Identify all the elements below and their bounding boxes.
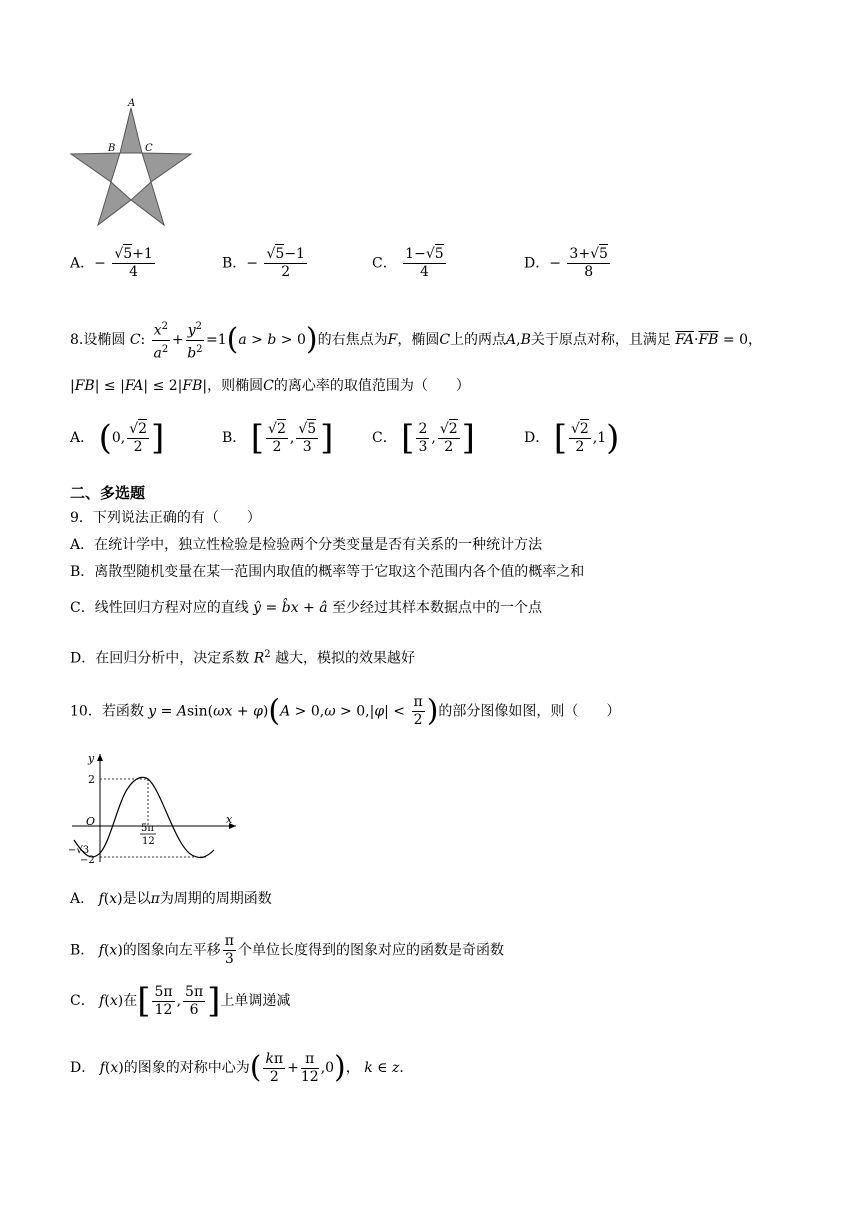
x-tick-peak-num: 5π [141, 823, 154, 834]
q7-option-a: A．− $\frac{√5+1}{4}$ [70, 246, 153, 280]
q8-option-a: A． (0, $\frac{√2}{2}$ ] [70, 418, 165, 458]
q9-stem: 9．下列说法正确的有（ ） [70, 510, 261, 526]
star-figure [60, 94, 200, 229]
q7-option-c: C． $\frac{1-√5}{4}$ [372, 246, 444, 280]
q10-option-b: B． f(x)的图象向左平移 $\frac{\pi}{3}$ 个单位长度得到的图象对应的函数是奇函数 [70, 933, 504, 967]
q8-option-d: D． [ $\frac{√2}{2}$ ,1) [524, 418, 620, 458]
q7-option-d: D．− $\frac{3+√5}{8}$ [524, 246, 608, 280]
q8-stem-line2: |FB| ≤ |FA| ≤ 2|FB|，则椭圆C的离心率的取值范围为（ ） [70, 378, 470, 394]
x-axis-label: x [226, 813, 233, 826]
q10-option-c: C． f(x)在[ $\frac{5\pi}{12}$ , $\frac{5\pi}{6}$ ]上单调递减 [70, 981, 291, 1021]
q9-option-c: C．线性回归方程对应的直线 ŷ = b̂x + â 至少经过其样本数据点中的一个点 [70, 600, 543, 616]
q9-option-b: B．离散型随机变量在某一范围内取值的概率等于它取这个范围内各个值的概率之和 [70, 564, 585, 580]
q8-option-c: C． [ $\frac{2}{3}$ , $\frac{√2}{2}$ ] [372, 418, 475, 458]
q9-option-d: D．在回归分析中，决定系数 $R^2$ 越大，模拟的效果越好 [70, 649, 416, 667]
y-tick-neg-2: −2 [80, 855, 95, 866]
y-tick-2: 2 [88, 773, 95, 786]
q10-option-a: A． f(x)是以π为周期的周期函数 [70, 891, 272, 907]
y-axis-arrow [97, 754, 103, 761]
star-label-a: A [128, 98, 136, 109]
q8-option-b: B． [ $\frac{√2}{2}$ , $\frac{√5}{3}$ ] [222, 418, 334, 458]
section-title: 二、多选题 [70, 484, 146, 502]
q10-option-d: D． f(x)的图象的对称中心为( $\frac{k\pi}{2}$ + $\frac{\pi}{12}$ ,0)， k ∈ z． [70, 1050, 414, 1085]
q7-option-b: B．− $\frac{√5-1}{2}$ [222, 246, 305, 280]
y-axis-label: y [88, 752, 95, 765]
star-label-c: C [145, 143, 153, 154]
q8-stem-line1: 8.设椭圆 C: $\frac{x^2}{a^2}$ + $\frac{y^2}{b^2}$ =1(a > b > 0)的右焦点为F，椭圆C上的两点A,B关于原点对称，且满足 $\overline{FA}\cdot\overline{FB} = 0$， [70, 318, 840, 362]
x-tick-peak-den: 12 [142, 836, 155, 847]
star-label-b: B [108, 143, 116, 154]
origin-label: O [86, 815, 96, 828]
q10-graph [66, 750, 246, 870]
q9-option-a: A．在统计学中，独立性检验是检验两个分类变量是否有关系的一种统计方法 [70, 537, 543, 553]
q10-stem: 10．若函数 y = Asin(ωx + φ)(A > 0,ω > 0,|φ| < $\frac{\pi}{2}$ )的部分图像如图，则（ ） [70, 693, 621, 729]
y-tick-neg-root3: −√3 [68, 845, 90, 856]
